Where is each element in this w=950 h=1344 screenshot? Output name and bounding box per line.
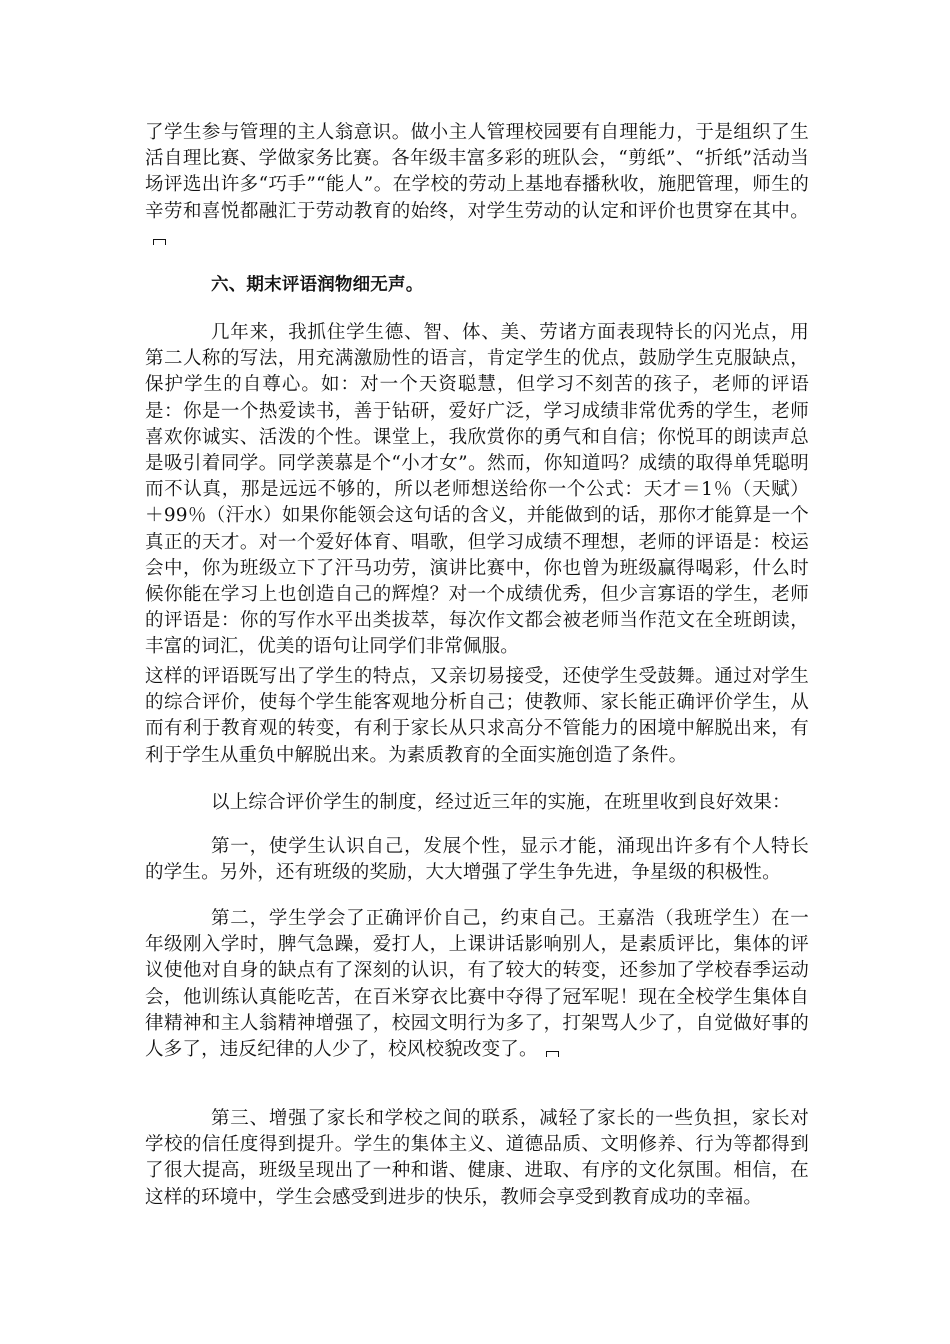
paragraph-comments: 几年来，我抓住学生德、智、体、美、劳诸方面表现特长的闪光点，用第二人称的写法，用充满激励性的语言，肯定学生的优点，鼓励学生克服缺点，保护学生的自尊心。如：对一个天资聪慧，但学习不刻苦的孩子，老师的评语是：你是一个热爱读书，善于钻研，爱好广泛，学习成绩非常优秀的学生，老师喜欢你诚实、活泼的个性。课堂上，我欣赏你的勇气和自信；你悦耳的朗读声总是吸引着同学。同学羡慕是个“小才女”。然而，你知道吗？成绩的取得单凭聪明而不认真，那是远远不够的，所以老师想送给你一个公式：天才＝1％（天赋）＋99％（汗水）如果你能领会这句话的含义，并能做到的话，那你才能算是一个真正的天才。对一个爱好体育、唱歌，但学习成绩不理想，老师的评语是：校运会中，你为班级立下了汗马功劳，演讲比赛中，你也曾为班级赢得喝彩，什么时候你能在学习上也创造自己的辉煌？对一个成绩优秀，但少言寡语的学生，老师的评语是：你的写作水平出类拔萃，每次作文都会被老师当作范文在全班朗读，丰富的词汇，优美的语句让同学们非常佩服。 [145,322,809,658]
paragraph-results-intro: 以上综合评价学生的制度，经过近三年的实施，在班里收到良好效果： [211,792,791,813]
paragraph-comment-effects: 这样的评语既写出了学生的特点，又亲切易接受，还使学生受鼓舞。通过对学生的综合评价，使每个学生能客观地分析自己；使教师、家长能正确评价学生，从而有利于教育观的转变，有利于家长从只求高分不管能力的困境中解脱出来，有利于学生从重负中解脱出来。为素质教育的全面实施创造了条件。 [145,666,809,766]
paragraph-result-third: 第三、增强了家长和学校之间的联系，减轻了家长的一些负担，家长对学校的信任度得到提升。学生的集体主义、道德品质、文明修养、行为等都得到了很大提高，班级呈现出了一种和谐、健康、进取、有序的文化氛围。相信，在这样的环境中，学生会感受到进步的快乐，教师会享受到教育成功的幸福。 [145,1108,809,1208]
section-heading-six: 六、期末评语润物细无声。 [211,275,424,295]
return-mark-icon [153,239,166,245]
paragraph-text: 第二，学生学会了正确评价自己，约束自己。王嘉浩（我班学生）在一年级刚入学时，脾气急躁，爱打人，上课讲话影响别人，是素质评比，集体的评议使他对自身的缺点有了深刻的认识，有了较大的转变，还参加了学校春季运动会，他训练认真能吃苦，在百米穿衣比赛中夺得了冠军呢！现在全校学生集体自律精神和主人翁精神增强了，校园文明行为多了，打架骂人少了，自觉做好事的人多了，违反纪律的人少了，校风校貌改变了。 [145,908,809,1061]
paragraph-result-second [145,906,809,1063]
paragraph-labor-education [145,120,809,251]
paragraph-text: 了学生参与管理的主人翁意识。做小主人管理校园要有自理能力，于是组织了生活自理比赛、学做家务比赛。各年级丰富多彩的班队会，“剪纸”、“折纸”活动当场评选出许多“巧手”“能人”。在学校的劳动上基地春播秋收，施肥管理，师生的辛劳和喜悦都融汇于劳动教育的始终，对学生劳动的认定和评价也贯穿在其中。 [145,122,809,222]
return-mark-icon [546,1051,559,1057]
paragraph-result-first: 第一，使学生认识自己，发展个性，显示才能，涌现出许多有个人特长的学生。另外，还有班级的奖励，大大增强了学生争先进，争星级的积极性。 [145,836,809,884]
